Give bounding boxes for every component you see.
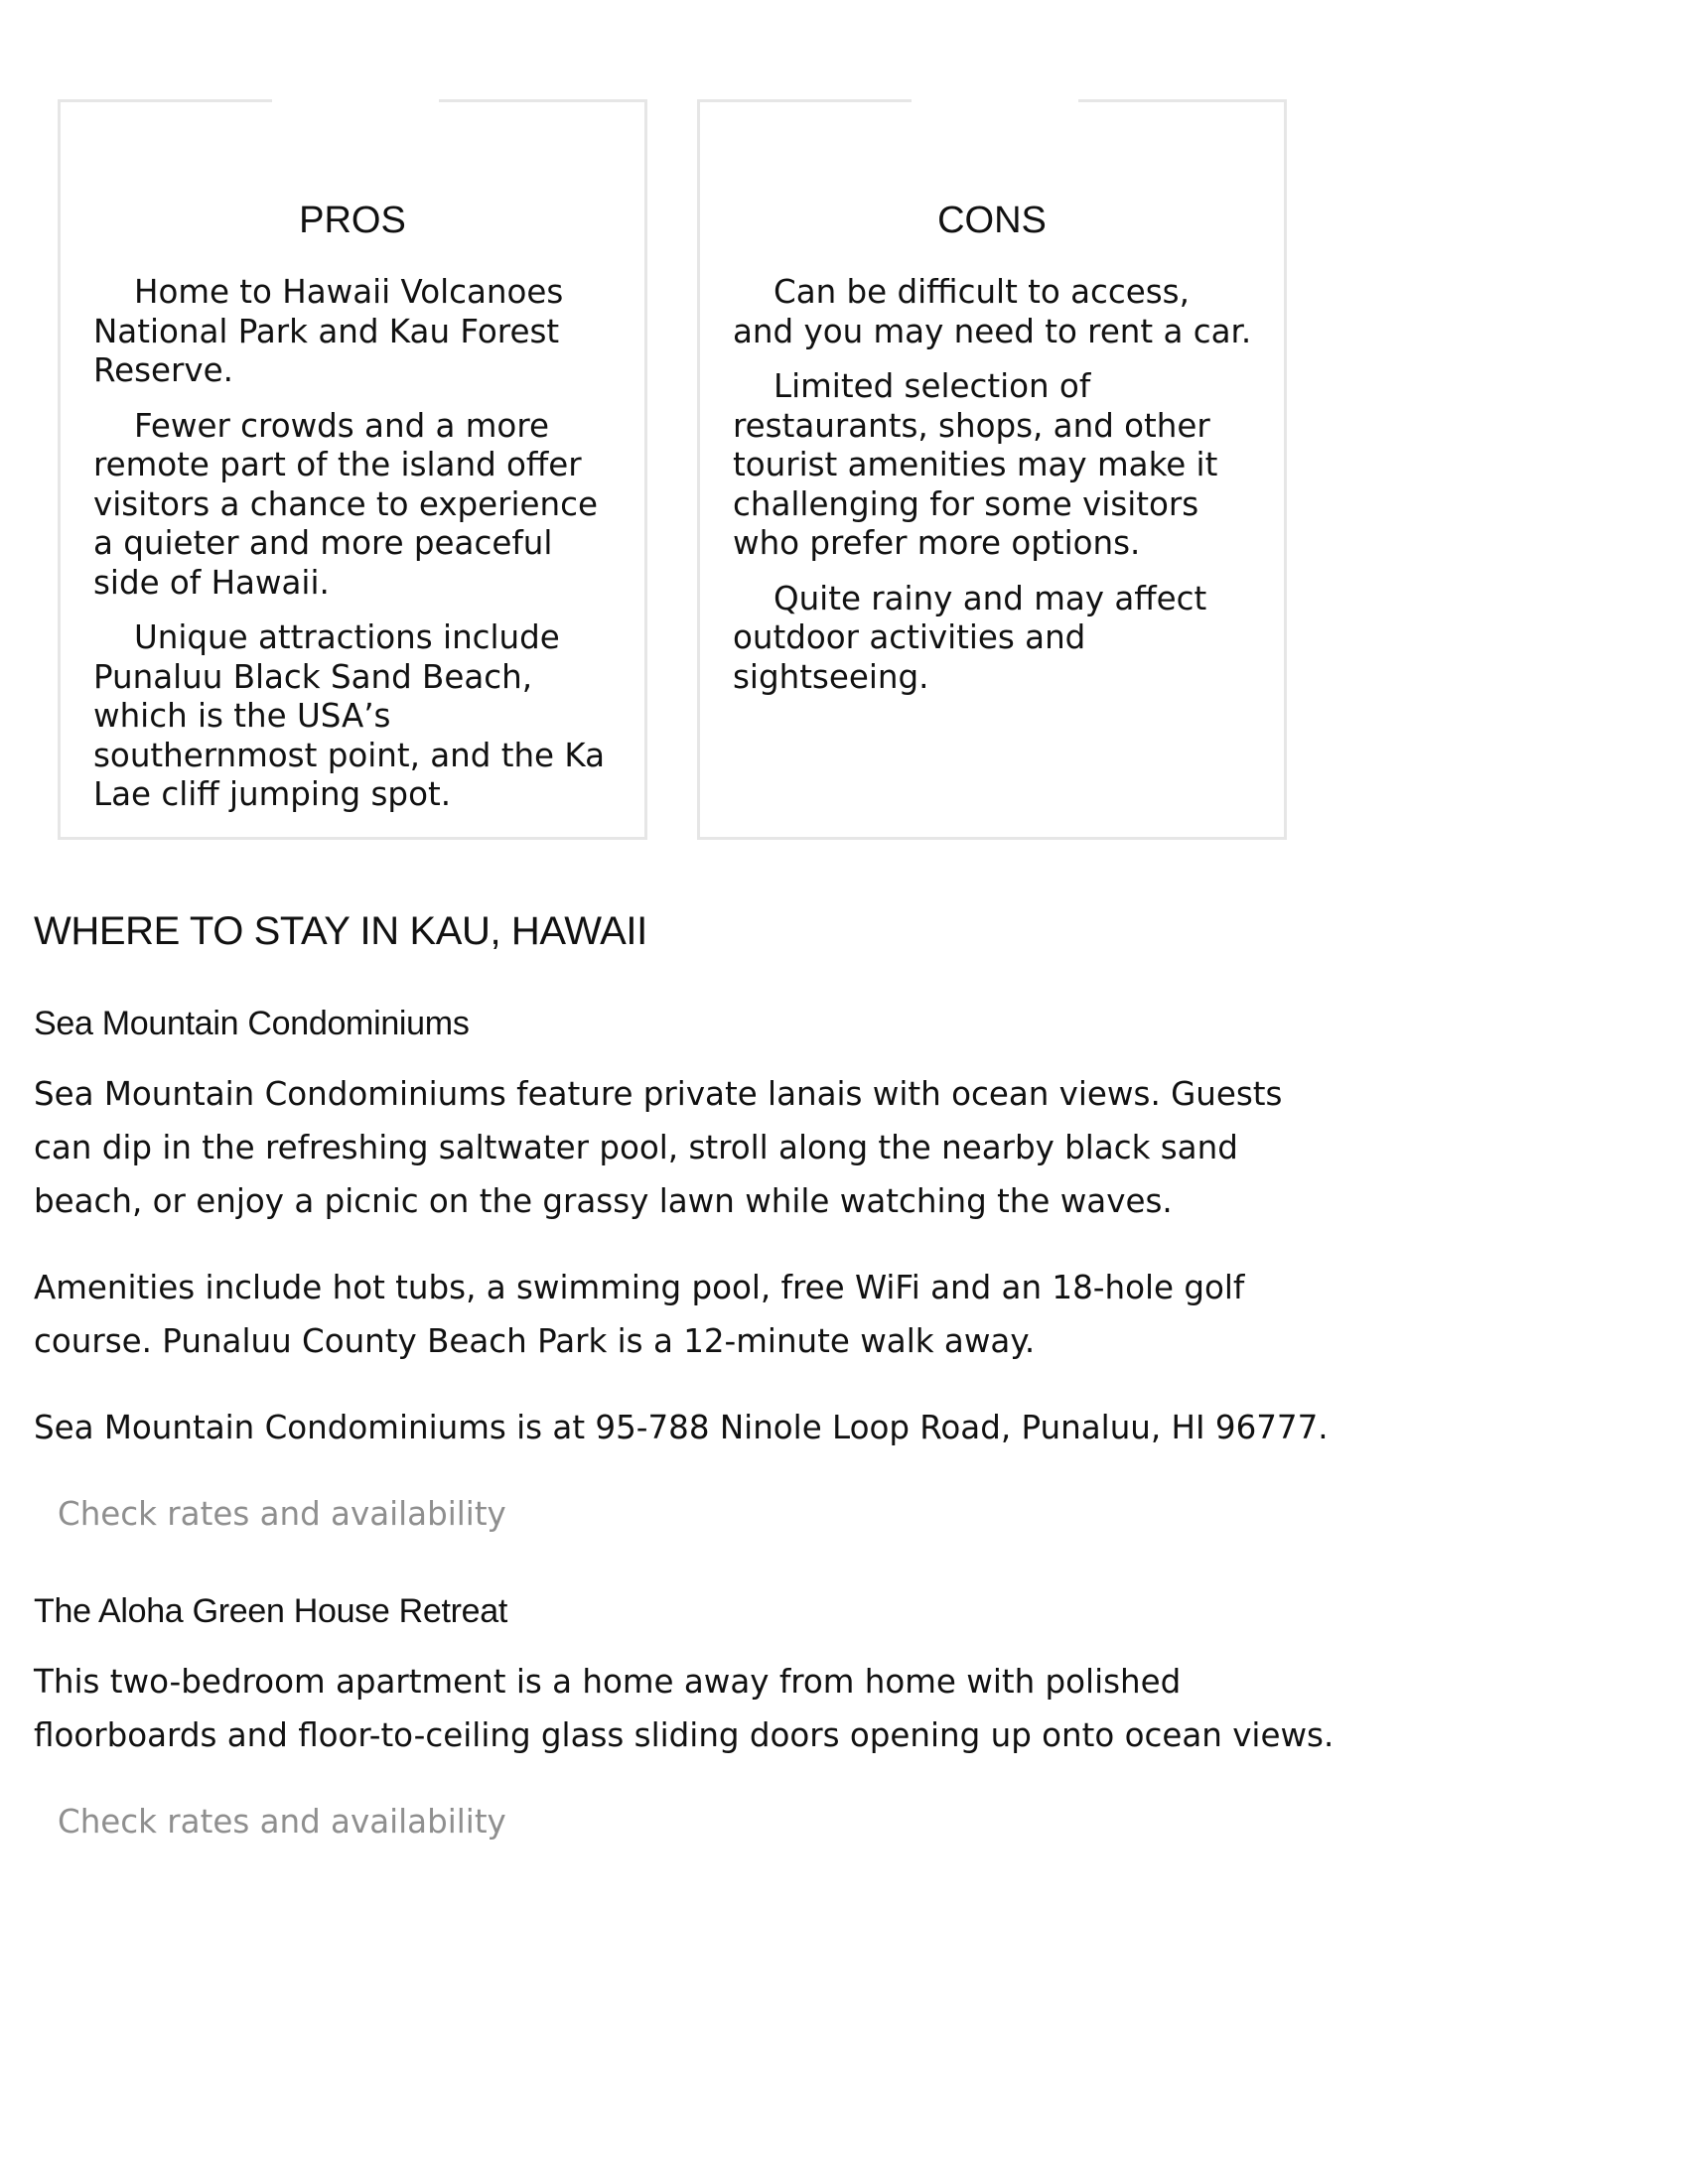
listing-paragraph: Sea Mountain Condominiums feature private lanais with ocean views. Guests can dip in the refreshing saltwater pool, stroll along the nearby black sand beach, or enjoy a picnic on the grassy lawn while watching the waves. (34, 1075, 1283, 1220)
pros-list (93, 273, 619, 831)
cons-box (697, 99, 1287, 840)
listing-paragraph: This two-bedroom apartment is a home away from home with polished floorboards and floor-to-ceiling glass sliding doors opening up onto ocean views. (34, 1663, 1335, 1754)
pros-box (58, 99, 647, 840)
cons-title: CONS (937, 200, 1047, 241)
cons-item: Quite rainy and may affect outdoor activities and sightseeing. (733, 579, 1207, 696)
pros-title: PROS (299, 200, 406, 241)
listing-title: Sea Mountain Condominiums (34, 1005, 470, 1042)
pros-item: Unique attractions include Punaluu Black Sand Beach, which is the USA’s southernmost point, and the Ka Lae cliff jumping spot. (93, 618, 606, 813)
listing-paragraph: Sea Mountain Condominiums is at 95-788 Ninole Loop Road, Punaluu, HI 96777. (34, 1409, 1329, 1446)
cons-item: Limited selection of restaurants, shops, and other tourist amenities may make it challenging for some visitors who prefer more options. (733, 367, 1218, 562)
listing-title: The Aloha Green House Retreat (34, 1592, 508, 1630)
check-rates-link[interactable]: Check rates and availability (58, 1495, 506, 1533)
where-to-stay-section (34, 903, 1344, 1895)
section-heading: WHERE TO STAY IN KAU, HAWAII (34, 909, 647, 953)
cons-box-top-gap (912, 99, 1078, 102)
pros-box-top-gap (272, 99, 439, 102)
cons-list (733, 273, 1258, 713)
check-rates-link[interactable]: Check rates and availability (58, 1803, 506, 1841)
listing-sea-mountain (34, 1000, 1344, 1541)
pros-item: Home to Hawaii Volcanoes National Park and Kau Forest Reserve. (93, 273, 564, 389)
listing-paragraph: Amenities include hot tubs, a swimming pool, free WiFi and an 18-hole golf course. Punaluu County Beach Park is a 12-minute walk away. (34, 1269, 1245, 1360)
listing-aloha-green-house (34, 1587, 1344, 1848)
cons-item: Can be difficult to access, and you may need to rent a car. (733, 273, 1252, 350)
pros-item: Fewer crowds and a more remote part of the island offer visitors a chance to experience a quieter and more peaceful side of Hawaii. (93, 406, 598, 602)
